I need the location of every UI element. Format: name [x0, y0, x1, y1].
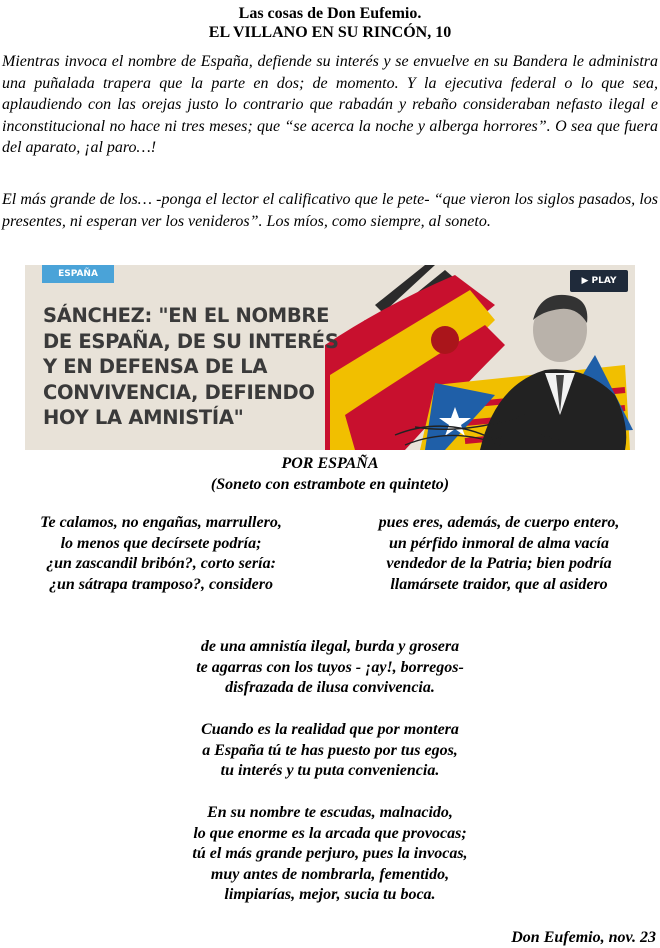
- verse-line: tú el más grande perjuro, pues la invocas,: [192, 845, 468, 862]
- verse-line: de una amnistía ilegal, burda y grosera: [200, 638, 460, 655]
- section-tag[interactable]: ESPAÑA: [42, 265, 114, 283]
- stanza-3: [0, 637, 660, 699]
- verse-line: En su nombre te escudas, malnacido,: [207, 804, 453, 821]
- verse-line: ¿un zascandil bribón?, corto sería:: [46, 555, 276, 572]
- verse-line: lo menos que decírsete podría;: [60, 534, 262, 552]
- stanza-2: [338, 513, 660, 595]
- verse-line: vendedor de la Patria; bien podría: [386, 555, 612, 572]
- article-title: [0, 4, 660, 42]
- series-title: Las cosas de Don Eufemio.: [238, 5, 422, 22]
- verse-line: tu interés y tu puta conveniencia.: [220, 762, 440, 779]
- stanza-5: [0, 803, 660, 906]
- verse-line: lo que enorme es la arcada que provocas;: [193, 824, 467, 842]
- poem-title: POR ESPAÑA: [281, 455, 379, 472]
- verse-line: a España tú te has puesto por tus egos,: [202, 741, 458, 759]
- verse-line: pues eres, además, de cuerpo entero,: [378, 514, 620, 531]
- episode-title: EL VILLANO EN SU RINCÓN, 10: [208, 24, 452, 41]
- poem-subtitle: (Soneto con estrambote en quinteto): [210, 476, 450, 493]
- verse-line: disfrazada de ilusa convivencia.: [225, 679, 435, 696]
- verse-line: un pérfido inmoral de alma vacía: [389, 534, 609, 552]
- verse-line: Te calamos, no engañas, marrullero,: [40, 514, 282, 531]
- banner-headline: SÁNCHEZ: "EN EL NOMBRE DE ESPAÑA, DE SU INTERÉS Y EN DEFENSA DE LA CONVIVENCIA, DEFIENDO HOY LA AMNISTÍA": [43, 304, 339, 429]
- verse-line: limpiarías, mejor, sucia tu boca.: [224, 886, 436, 903]
- flag-coat-of-arms: [431, 326, 459, 354]
- intro-paragraph-1: Mientras invoca el nombre de España, defiende su interés y se envuelve en su Bandera le administra una puñalada trapera que la parte en dos; de momento. Y la ejecutiva federal o lo que sea, aplaudiendo con las orejas justo lo contrario que rabadán y rebaño consideraban nefasto ilegal e inconstitucional no hace ni tres meses; que “se acerca la noche y alberga horrores”. O sea que fuera del aparato, ¡al paro…!: [2, 53, 658, 156]
- play-button[interactable]: ▶ PLAY: [570, 270, 628, 292]
- verse-line: te agarras con los tuyos - ¡ay!, borregos-: [196, 658, 464, 676]
- poem-heading: [0, 453, 660, 495]
- verse-line: Cuando es la realidad que por montera: [201, 721, 459, 738]
- news-banner-image[interactable]: [25, 265, 635, 450]
- verse-line: llamársete traidor, que al asidero: [390, 575, 608, 593]
- verse-line: muy antes de nombrarla, fementido,: [210, 865, 450, 883]
- stanza-4: [0, 720, 660, 782]
- intro-paragraph-2: El más grande de los… -ponga el lector el calificativo que le pete- “que vieron los siglos pasados, los presentes, ni esperan ver los venideros”. Los míos, como siempre, al soneto.: [2, 191, 658, 230]
- author-signature: Don Eufemio, nov. 23: [511, 929, 656, 946]
- stanza-1: [0, 513, 322, 595]
- verse-line: ¿un sátrapa tramposo?, considero: [48, 575, 274, 593]
